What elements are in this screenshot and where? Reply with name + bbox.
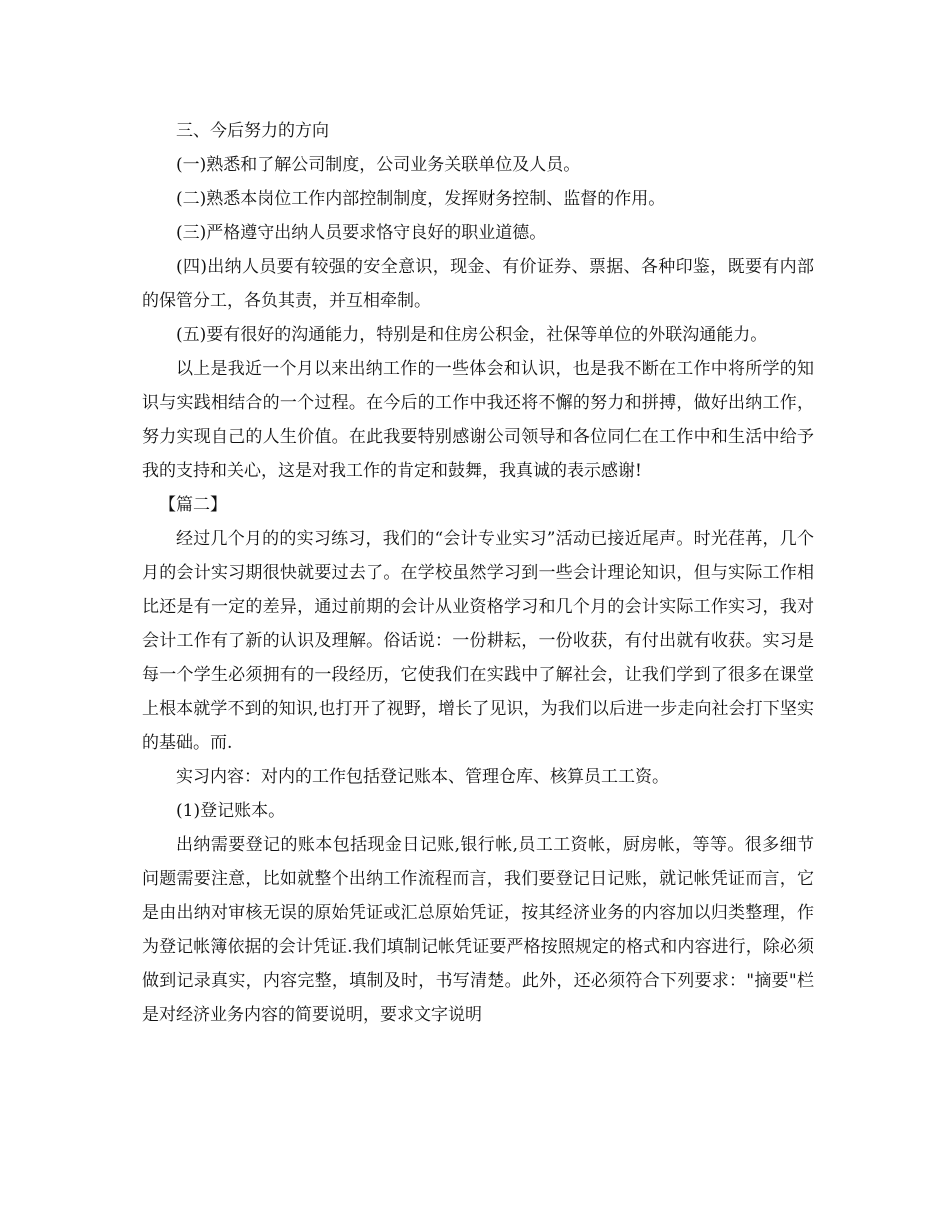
subheading-ledger: (1)登记账本。 [176,801,286,821]
list-item-3: (三)严格遵守出纳人员要求恪守良好的职业道德。 [176,223,547,243]
ledger-paragraph: 出纳需要登记的账本包括现金日记账,银行帐,员工工资帐，厨房帐，等等。很多细节问题需要注意，比如就整个出纳工作流程而言，我们要登记日记账，就记帐凭证而言，它是由出纳对审核无误的原始凭证或汇总原始凭证，按其经济业务的内容加以归类整理，作为登记帐簿依据的会计凭证.我们填制记帐凭证要严格按照规定的格式和内容进行，除必须做到记录真实，内容完整，填制及时，书写清楚。此外，还必须符合下列要求："摘要"栏是对经济业务内容的简要说明，要求文字说明 [142,835,814,1025]
intro-paragraph: 经过几个月的的实习练习，我们的“会计专业实习”活动已接近尾声。时光荏苒，几个月的会计实习期很快就要过去了。在学校虽然学习到一些会计理论知识，但与实际工作相比还是有一定的差异，通过前期的会计从业资格学习和几个月的会计实际工作实习，我对会计工作有了新的认识及理解。俗话说：一份耕耘，一份收获，有付出就有收获。实习是每一个学生必须拥有的一段经历，它使我们在实践中了解社会，让我们学到了很多在课堂上根本就学不到的知识,也打开了视野，增长了见识，为我们以后进一步走向社会打下坚实的基础。而. [142,529,814,753]
list-item-2: (二)熟悉本岗位工作内部控制制度，发挥财务控制、监督的作用。 [176,189,666,209]
internship-content-paragraph: 实习内容：对内的工作包括登记账本、管理仓库、核算员工工资。 [176,767,669,787]
closing-paragraph: 以上是我近一个月以来出纳工作的一些体会和认识，也是我不断在工作中将所学的知识与实践相结合的一个过程。在今后的工作中我还将不懈的努力和拼搏，做好出纳工作，努力实现自己的人生价值。在此我要特别感谢公司领导和各位同仁在工作中和生活中给予我的支持和关心，这是对我工作的肯定和鼓舞，我真诚的表示感谢! [142,359,814,481]
section-title-part-two: 【篇二】 [159,495,227,515]
list-item-5: (五)要有很好的沟通能力，特别是和住房公积金，社保等单位的外联沟通能力。 [176,325,768,345]
list-item-4: (四)出纳人员要有较强的安全意识，现金、有价证券、票据、各种印鉴，既要有内部的保管分工，各负其责，并互相牵制。 [142,257,814,311]
document-body [142,114,814,1032]
section-heading-future-direction: 三、今后努力的方向 [176,121,329,141]
list-item-1: (一)熟悉和了解公司制度，公司业务关联单位及人员。 [176,155,581,175]
